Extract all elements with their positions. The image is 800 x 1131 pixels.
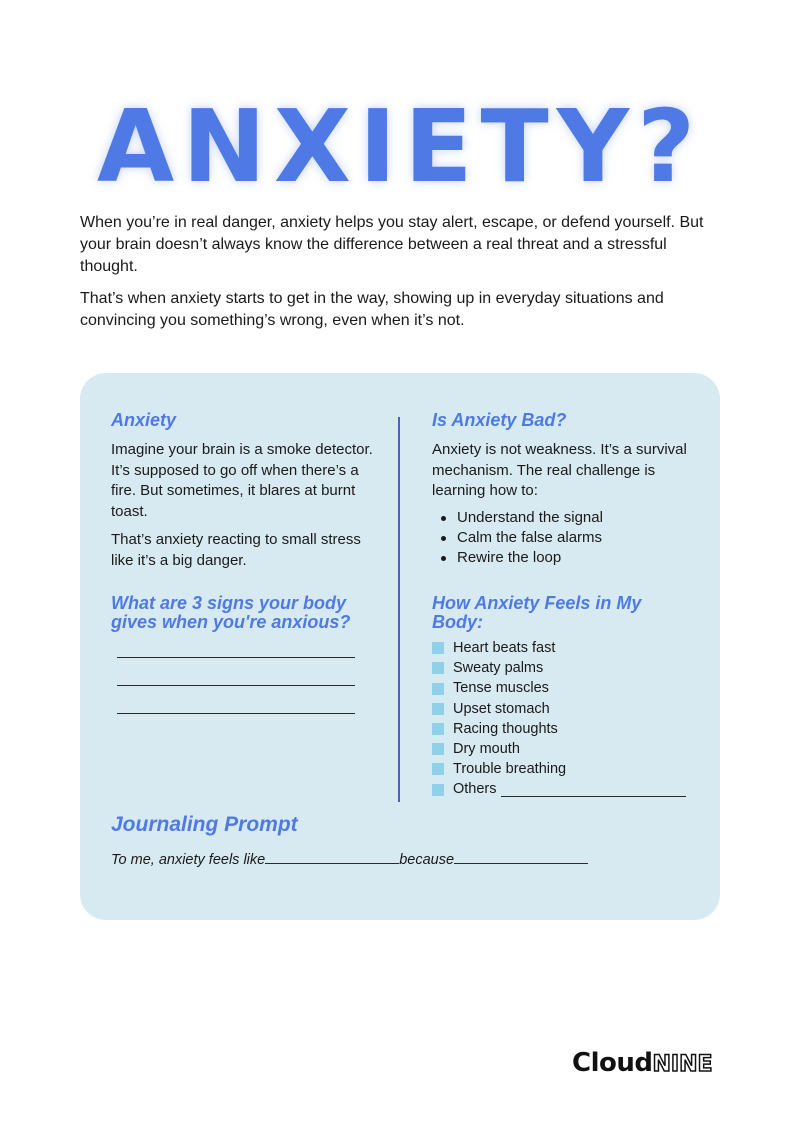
answer-line[interactable]	[117, 685, 355, 686]
worksheet-panel	[80, 373, 720, 920]
page-title: ANXIETY?	[96, 88, 704, 205]
list-item: Understand the signal	[432, 508, 694, 528]
checklist-item	[432, 779, 702, 799]
checkbox[interactable]	[432, 662, 444, 674]
checklist-label: Heart beats fast	[453, 640, 556, 656]
checklist-item	[432, 719, 702, 739]
checklist-label: Sweaty palms	[453, 660, 544, 677]
checklist-label: Tense muscles	[453, 680, 549, 697]
journal-prompt-part-2: because	[399, 852, 455, 868]
checkbox[interactable]	[432, 743, 444, 755]
is-anxiety-bad-column	[432, 411, 694, 568]
column-divider	[398, 417, 400, 802]
checklist-item	[432, 699, 702, 719]
logo-text-cloud: Cloud	[572, 1048, 653, 1078]
skills-list	[432, 508, 694, 568]
checklist-item	[432, 638, 702, 658]
checkbox[interactable]	[432, 642, 444, 654]
journal-prompt	[111, 849, 588, 868]
anxiety-column	[111, 411, 373, 571]
checkbox[interactable]	[432, 763, 444, 775]
is-anxiety-bad-paragraph: Anxiety is not weakness. It’s a survival mechanism. The real challenge is learning how to:	[432, 441, 687, 499]
list-item: Calm the false alarms	[432, 528, 694, 548]
symptoms-checklist	[432, 638, 702, 800]
checklist-label: Trouble breathing	[453, 761, 567, 778]
is-anxiety-bad-heading: Is Anxiety Bad?	[432, 410, 567, 430]
checklist-label: Racing thoughts	[453, 720, 558, 737]
others-blank-line[interactable]	[501, 782, 686, 797]
intro-section	[80, 212, 720, 342]
checklist-item	[432, 678, 702, 698]
anxiety-paragraph-1: Imagine your brain is a smoke detector. It’s supposed to go off when there’s a fire. But sometimes, it blares at burnt toast.	[111, 441, 373, 520]
anxiety-heading: Anxiety	[111, 410, 177, 430]
feels-heading: How Anxiety Feels in My Body:	[432, 593, 642, 632]
checklist-item	[432, 739, 702, 759]
cloudnine-logo	[572, 1048, 722, 1090]
checkbox[interactable]	[432, 703, 444, 715]
body-signs-question: What are 3 signs your body gives when you're anxious?	[111, 593, 351, 632]
journal-blank-1[interactable]	[265, 849, 399, 864]
answer-line[interactable]	[117, 713, 355, 714]
checklist-label: Others	[453, 781, 497, 798]
checklist-label: Dry mouth	[453, 741, 520, 758]
intro-paragraph-1: When you’re in real danger, anxiety helps you stay alert, escape, or defend yourself. But your brain doesn’t always know the difference between a real threat and a stressful thought.	[80, 214, 704, 275]
checkbox[interactable]	[432, 683, 444, 695]
checklist-item	[432, 759, 702, 779]
journal-heading: Journaling Prompt	[111, 813, 298, 836]
anxiety-paragraph-2: That’s anxiety reacting to small stress like it’s a big danger.	[111, 531, 361, 569]
list-item: Rewire the loop	[432, 548, 694, 568]
logo-text-nine: NINE	[652, 1052, 713, 1077]
journal-prompt-part-1: To me, anxiety feels like	[111, 852, 266, 868]
checkbox[interactable]	[432, 784, 444, 796]
intro-paragraph-2: That’s when anxiety starts to get in the way, showing up in everyday situations and convincing you something’s wrong, even when it’s not.	[80, 290, 664, 329]
checklist-label: Upset stomach	[453, 700, 550, 717]
checklist-item	[432, 658, 702, 678]
answer-line[interactable]	[117, 657, 355, 658]
checkbox[interactable]	[432, 723, 444, 735]
journal-blank-2[interactable]	[454, 849, 588, 864]
answer-lines	[117, 657, 355, 741]
